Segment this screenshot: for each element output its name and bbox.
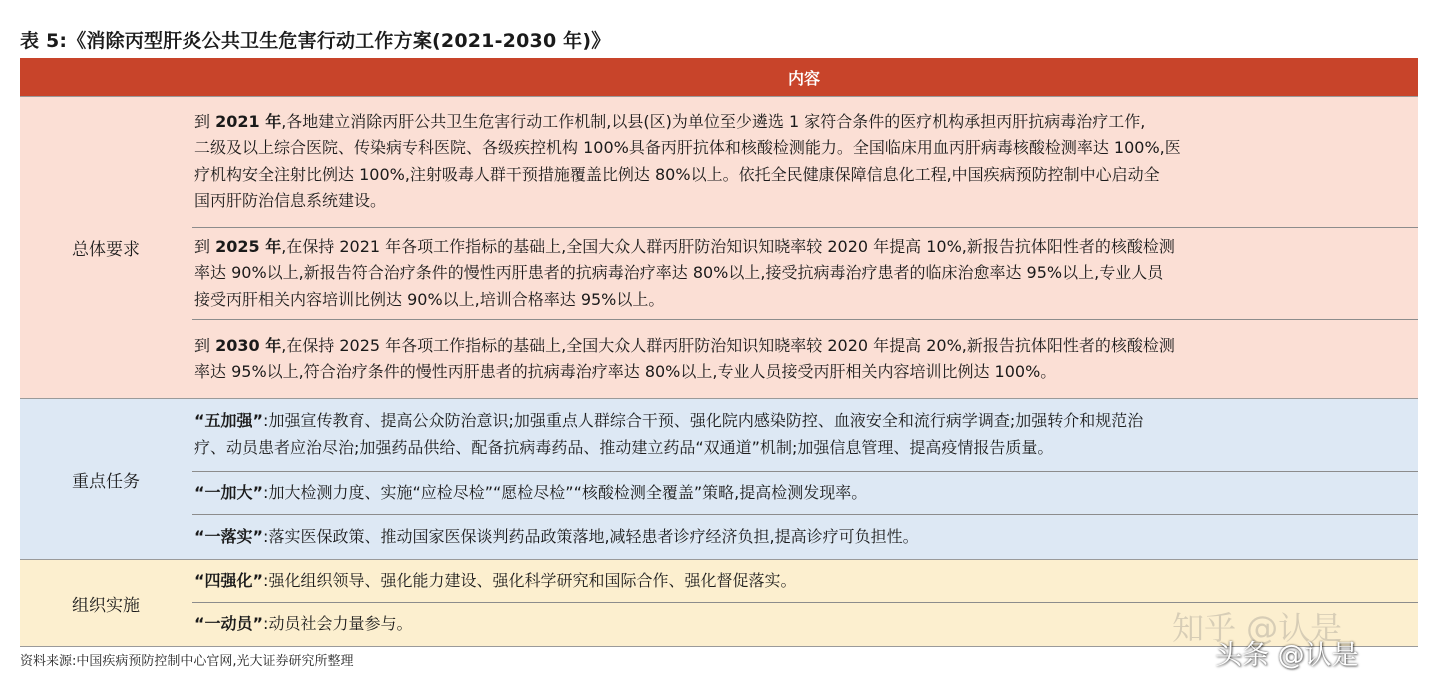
row-keyword: “一加大” <box>194 482 264 502</box>
table-title: 表 5:《消除丙型肝炎公共卫生危害行动工作方案(2021-2030 年)》 <box>20 30 611 52</box>
header-content-label: 内容 <box>787 68 820 88</box>
section-label: 重点任务 <box>72 471 140 492</box>
table-row <box>192 319 1418 398</box>
row-line: “一动员”:动员社会力量参与。 <box>194 614 413 634</box>
row-keyword: “五加强” <box>194 411 264 431</box>
row-line: 疗机构安全注射比例达 100%,注射吸毒人群干预措施覆盖比例达 80%以上。依托全民健康保障信息化工程,中国疾病预防控制中心启动全 <box>194 164 1160 184</box>
policy-table <box>20 58 1418 647</box>
section-label: 组织实施 <box>72 595 140 616</box>
table-row <box>192 97 1418 227</box>
row-line: “一加大”:加大检测力度、实施“应检尽检”“愿检尽检”“核酸检测全覆盖”策略,提高检测发现率。 <box>194 482 868 502</box>
row-keyword: 2025 年 <box>215 236 282 256</box>
table-row <box>192 471 1418 515</box>
toutiao-watermark: 头条 @认是 <box>1215 640 1359 671</box>
row-line: 国丙肝防治信息系统建设。 <box>194 191 387 211</box>
row-line: “五加强”:加强宣传教育、提高公众防治意识;加强重点人群综合干预、强化院内感染防控、血液安全和流行病学调查;加强转介和规范治 <box>194 411 1144 431</box>
row-line: 疗、动员患者应治尽治;加强药品供给、配备抗病毒药品、推动建立药品“双通道”机制;加强信息管理、提高疫情报告质量。 <box>194 437 1054 457</box>
row-line: 率达 95%以上,符合治疗条件的慢性丙肝患者的抗病毒治疗率达 80%以上,专业人员接受丙肝相关内容培训比例达 100%。 <box>194 362 1057 382</box>
table-header <box>20 58 1418 96</box>
table-row <box>192 227 1418 320</box>
row-line: 到 2025 年,在保持 2021 年各项工作指标的基础上,全国大众人群丙肝防治知识知晓率较 2020 年提高 10%,新报告抗体阳性者的核酸检测 <box>194 236 1175 256</box>
row-keyword: 2030 年 <box>215 335 282 355</box>
section-overall-requirements <box>20 96 1418 398</box>
section-key-tasks <box>20 398 1418 559</box>
table-row <box>192 399 1418 471</box>
table-row <box>192 560 1418 602</box>
section-label: 总体要求 <box>72 240 140 260</box>
source-note: 资料来源:中国疾病预防控制中心官网,光大证券研究所整理 <box>20 654 354 669</box>
zhihu-watermark: 知乎 @认是 <box>1172 609 1343 647</box>
row-line: 到 2021 年,各地建立消除丙肝公共卫生危害行动工作机制,以县(区)为单位至少遴选 1 家符合条件的医疗机构承担丙肝抗病毒治疗工作, <box>194 111 1146 131</box>
row-line: 到 2030 年,在保持 2025 年各项工作指标的基础上,全国大众人群丙肝防治知识知晓率较 2020 年提高 20%,新报告抗体阳性者的核酸检测 <box>194 335 1175 355</box>
row-keyword: “一动员” <box>194 614 264 634</box>
row-line: “一落实”:落实医保政策、推动国家医保谈判药品政策落地,减轻患者诊疗经济负担,提高诊疗可负担性。 <box>194 526 919 546</box>
row-keyword: “一落实” <box>194 526 264 546</box>
row-line: “四强化”:强化组织领导、强化能力建设、强化科学研究和国际合作、强化督促落实。 <box>194 570 797 590</box>
row-line: 二级及以上综合医院、传染病专科医院、各级疾控机构 100%具备丙肝抗体和核酸检测能力。全国临床用血丙肝病毒核酸检测率达 100%,医 <box>194 138 1181 158</box>
table-row <box>192 514 1418 559</box>
row-keyword: 2021 年 <box>215 111 282 131</box>
row-keyword: “四强化” <box>194 570 264 590</box>
row-line: 率达 90%以上,新报告符合治疗条件的慢性丙肝患者的抗病毒治疗率达 80%以上,接受抗病毒治疗患者的临床治愈率达 95%以上,专业人员 <box>194 263 1164 283</box>
row-line: 接受丙肝相关内容培训比例达 90%以上,培训合格率达 95%以上。 <box>194 289 665 309</box>
